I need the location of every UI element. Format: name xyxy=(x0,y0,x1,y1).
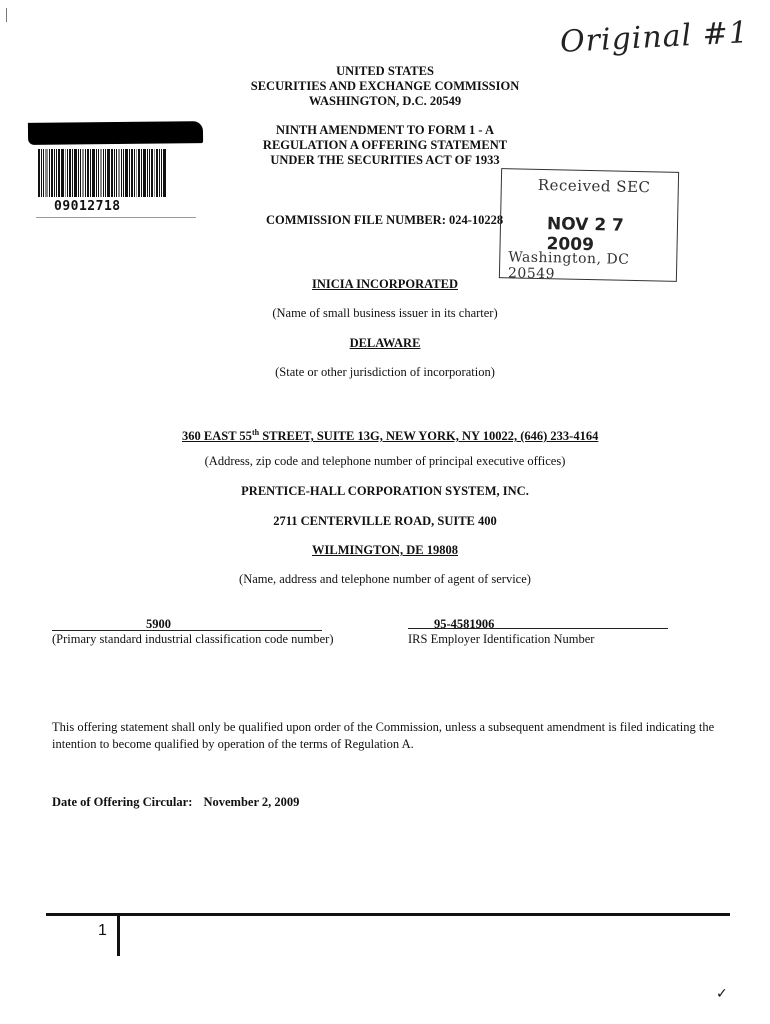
state-caption: (State or other jurisdiction of incorporation) xyxy=(275,365,495,379)
check-mark: ✓ xyxy=(716,986,728,1002)
form-title-line-1: NINTH AMENDMENT TO FORM 1 - A xyxy=(275,123,495,137)
offering-date-label: Date of Offering Circular: xyxy=(52,795,193,809)
form-title-line-3: UNDER THE SECURITIES ACT OF 1933 xyxy=(270,153,500,167)
form-title xyxy=(0,123,770,168)
irs-caption: IRS Employer Identification Number xyxy=(408,632,595,646)
header-line-1: UNITED STATES xyxy=(336,64,434,78)
header-line-3: WASHINGTON, D.C. 20549 xyxy=(308,94,462,108)
stamp-received: Received SEC xyxy=(537,175,651,197)
header-line-2: SECURITIES AND EXCHANGE COMMISSION xyxy=(250,79,520,93)
offering-date-value: November 2, 2009 xyxy=(203,795,300,809)
sic-code: 5900 xyxy=(146,617,171,631)
agent-caption: (Name, address and telephone number of agent of service) xyxy=(239,572,531,586)
irs-number: 95-4581906 xyxy=(434,617,495,631)
sic-rule xyxy=(52,630,322,631)
handwritten-note: Original #1 xyxy=(559,15,750,60)
principal-address xyxy=(182,425,598,444)
footer-rule xyxy=(46,913,730,916)
issuer-name: INICIA INCORPORATED xyxy=(312,277,458,291)
barcode-number: 09012718 xyxy=(54,199,121,214)
agent-street: 2711 CENTERVILLE ROAD, SUITE 400 xyxy=(273,514,497,528)
address-caption: (Address, zip code and telephone number of principal executive offices) xyxy=(204,454,566,468)
stamp-location: Washington, DC 20549 xyxy=(507,249,630,283)
agent-name: PRENTICE-HALL CORPORATION SYSTEM, INC. xyxy=(241,484,529,498)
form-title-line-2: REGULATION A OFFERING STATEMENT xyxy=(262,138,508,152)
agency-header xyxy=(0,64,770,109)
received-stamp xyxy=(499,168,679,282)
state-name: DELAWARE xyxy=(349,336,421,350)
commission-file-number: COMMISSION FILE NUMBER: 024-10228 xyxy=(266,213,504,227)
barcode-underline xyxy=(36,217,196,218)
offering-date xyxy=(52,795,299,810)
address-sup: th xyxy=(251,428,260,437)
scan-mark xyxy=(6,8,7,22)
page-number: 1 xyxy=(98,922,107,939)
agent-city: WILMINGTON, DE 19808 xyxy=(312,543,458,557)
offering-statement: This offering statement shall only be qualified upon order of the Commission, unless a subsequent amendment is filed indicating the intention to become qualified by operation of the terms of Regulation A. xyxy=(52,720,715,751)
stamp-date: NOV 2 7 2009 xyxy=(546,214,625,256)
address-pre: 360 EAST 55 xyxy=(182,429,252,444)
issuer-caption: (Name of small business issuer in its charter) xyxy=(272,306,498,320)
irs-rule xyxy=(408,628,668,629)
sic-caption: (Primary standard industrial classification code number) xyxy=(52,632,334,646)
footer-divider xyxy=(117,916,120,956)
address-post: STREET, SUITE 13G, NEW YORK, NY 10022, (646) 233-4164 xyxy=(259,429,599,444)
